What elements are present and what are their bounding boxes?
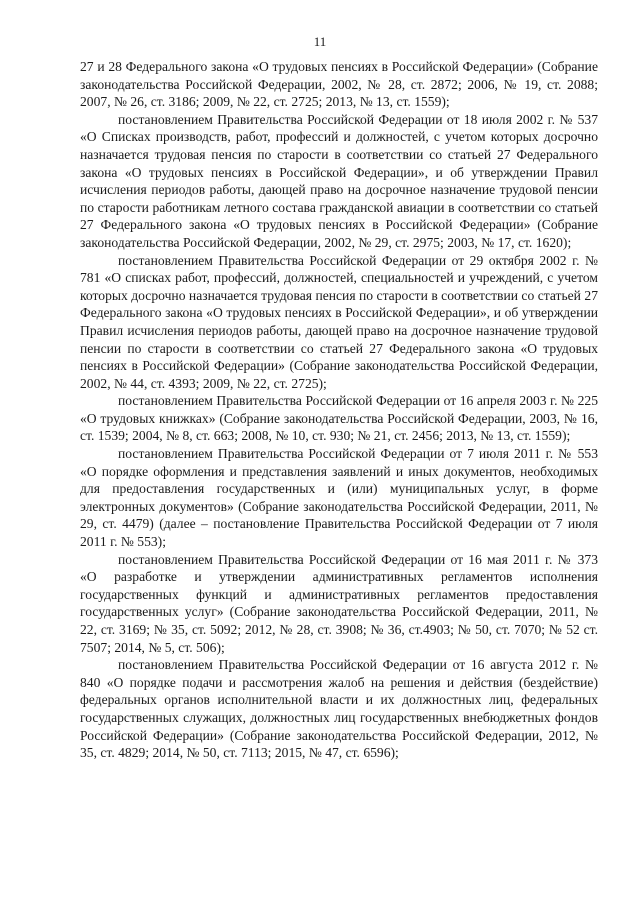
- paragraph-resolution-225: постановлением Правительства Российской Федерации от 16 апреля 2003 г. № 225 «О трудовых книжках» (Собрание законодательства Российской Федерации, 2003, № 16, ст. 1539; 2004, № 8, ст. 663; 2008, № 10, ст. 930; № 21, ст. 2456; 2013, № 13, ст. 1559);: [80, 393, 598, 444]
- paragraph-pension-law-continuation: 27 и 28 Федерального закона «О трудовых пенсиях в Российской Федерации» (Собрание законодательства Российской Федерации, 2002, № 28, ст. 2872; 2006, № 19, ст. 2088; 2007, № 26, ст. 3186; 2009, № 22, ст. 2725; 2013, № 13, ст. 1559);: [80, 59, 598, 110]
- document-body: [80, 58, 598, 762]
- page-number: 11: [313, 34, 327, 49]
- paragraph-resolution-537: постановлением Правительства Российской Федерации от 18 июля 2002 г. № 537 «О Списках производств, работ, профессий и должностей, с учетом которых досрочно назначается трудовая пенсия по старости в соответствии со статьей 27 Федерального закона «О трудовых пенсиях в Российской Федерации», и об утверждении Правил исчисления периодов работы, дающей право на досрочное назначение трудовой пенсии по старости работникам летного состава гражданской авиации в соответствии со статьей 27 Федерального закона «О трудовых пенсиях в Российской Федерации» (Собрание законодательства Российской Федерации, 2002, № 29, ст. 2975; 2003, № 17, ст. 1620);: [80, 111, 598, 250]
- paragraph-resolution-781: постановлением Правительства Российской Федерации от 29 октября 2002 г. № 781 «О списках работ, профессий, должностей, специальностей и учреждений, с учетом которых досрочно назначается трудовая пенсия по старости в соответствии со статьей 27 Федерального закона «О трудовых пенсиях в Российской Федерации», и об утверждении Правил исчисления периодов работы, дающей право на досрочное назначение трудовой пенсии по старости в соответствии со статьей 27 Федерального закона «О трудовых пенсиях в Российской Федерации» (Собрание законодательства Российской Федерации, 2002, № 44, ст. 4393; 2009, № 22, ст. 2725);: [80, 252, 598, 391]
- paragraph-resolution-373: постановлением Правительства Российской Федерации от 16 мая 2011 г. № 373 «О разработке и утверждении административных регламентов исполнения государственных функций и административных регламентов предоставления государственных услуг» (Собрание законодательства Российской Федерации, 2011, № 22, ст. 3169; № 35, ст. 5092; 2012, № 28, ст. 3908; № 36, ст.4903; № 50, ст. 7070; № 52 ст. 7507; 2014, № 5, ст. 506);: [80, 551, 598, 655]
- paragraph-resolution-840: постановлением Правительства Российской Федерации от 16 августа 2012 г. № 840 «О порядке подачи и рассмотрения жалоб на решения и действия (бездействие) федеральных органов исполнительной власти и их должностных лиц, федеральных государственных служащих, должностных лиц государственных внебюджетных фондов Российской Федерации» (Собрание законодательства Российской Федерации, 2012, № 35, ст. 4829; 2014, № 50, ст. 7113; 2015, № 47, ст. 6596);: [80, 657, 598, 761]
- paragraph-resolution-553: постановлением Правительства Российской Федерации от 7 июля 2011 г. № 553 «О порядке оформления и представления заявлений и иных документов, необходимых для предоставления государственных и (или) муниципальных услуг, в форме электронных документов» (Собрание законодательства Российской Федерации, 2011, № 29, ст. 4479) (далее – постановление Правительства Российской Федерации от 7 июля 2011 г. № 553);: [80, 446, 598, 550]
